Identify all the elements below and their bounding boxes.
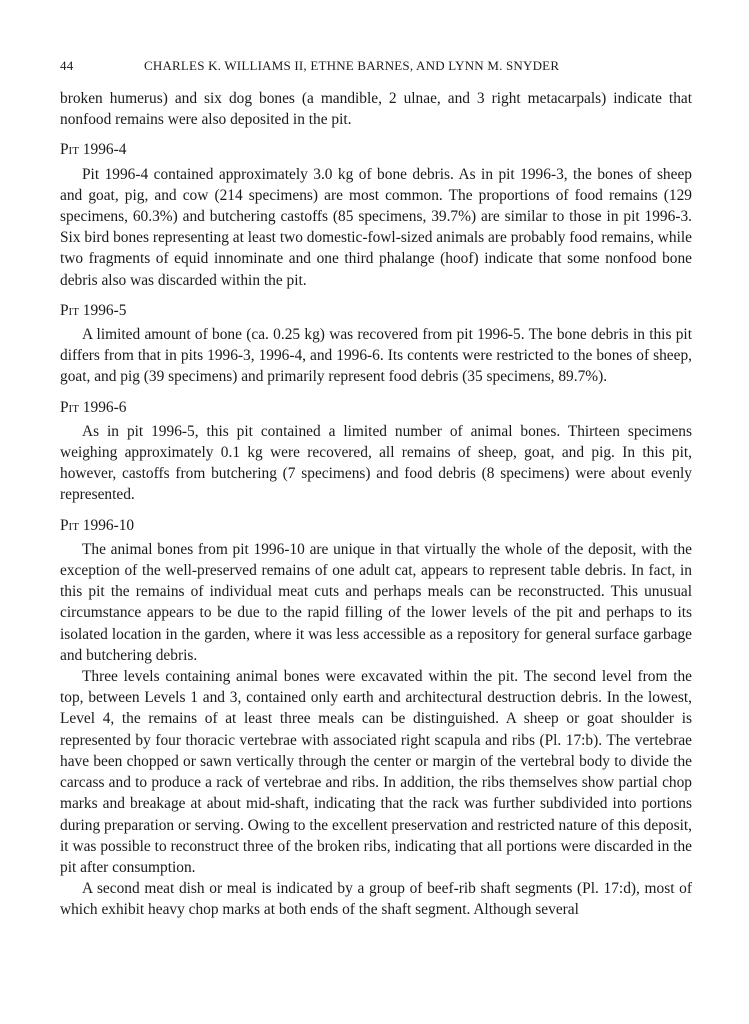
section-label: Pit <box>60 141 79 159</box>
section-number: 1996-5 <box>78 301 127 319</box>
section-heading-pit-1996-5 <box>60 300 692 321</box>
section-number: 1996-10 <box>78 516 135 534</box>
running-header <box>60 58 692 74</box>
paragraph-pit-1996-10-c: A second meat dish or meal is indicated by a group of beef-rib shaft segments (Pl. 17:d), most of which exhibit heavy chop marks at both ends of the shaft segment. Although several <box>60 880 692 919</box>
opening-paragraph: broken humerus) and six dog bones (a mandible, 2 ulnae, and 3 right metacarpals) indicate that nonfood remains were also deposited in the pit. <box>60 90 692 129</box>
paragraph-pit-1996-10-a: The animal bones from pit 1996-10 are unique in that virtually the whole of the deposit, with the exception of the well-preserved remains of one adult cat, appears to represent table debris. In fact, in this pit the remains of individual meat cuts and perhaps meals can be reconstructed. This unusual circumstance appears to be due to the rapid filling of the lower levels of the pit and perhaps to its isolated location in the garden, where it was less accessible as a repository for general surface garbage and butchering debris. <box>60 540 692 664</box>
section-label: Pit <box>60 516 79 534</box>
section-label: Pit <box>60 398 79 416</box>
page <box>60 58 692 921</box>
page-number: 44 <box>60 58 74 73</box>
section-number: 1996-4 <box>78 141 127 159</box>
section-label: Pit <box>60 301 79 319</box>
paragraph-pit-1996-10-b: Three levels containing animal bones were excavated within the pit. The second level from the top, between Levels 1 and 3, contained only earth and architectural destruction debris. In the lowest, Level 4, the remains of at least three meals can be distinguished. A sheep or goat shoulder is represented by four thoracic vertebrae with associated right scapula and ribs (Pl. 17:b). The vertebrae have been chopped or sawn vertically through the center or margin of the vertebral body to divide the carcass and to produce a rack of vertebrae and ribs. In addition, the ribs themselves show partial chop marks and breakage at about mid-shaft, indicating that the rack was further subdivided into portions during preparation or serving. Owing to the excellent preservation and restricted nature of this deposit, it was possible to reconstruct three of the broken ribs, indicating that all portions were discarded in the pit after consumption. <box>60 668 692 876</box>
section-number: 1996-6 <box>78 398 127 416</box>
section-heading-pit-1996-10 <box>60 515 692 536</box>
paragraph-pit-1996-6: As in pit 1996-5, this pit contained a limited number of animal bones. Thirteen specimens weighing approximately 0.1 kg were recovered, all remains of sheep, goat, and pig. In this pit, however, castoffs from butchering (7 specimens) and food debris (8 specimens) were about evenly represented. <box>60 422 692 504</box>
section-heading-pit-1996-6 <box>60 397 692 418</box>
running-head-authors: CHARLES K. WILLIAMS II, ETHNE BARNES, AND LYNN M. SNYDER <box>144 58 560 73</box>
section-heading-pit-1996-4 <box>60 139 692 160</box>
paragraph-pit-1996-5: A limited amount of bone (ca. 0.25 kg) was recovered from pit 1996-5. The bone debris in this pit differs from that in pits 1996-3, 1996-4, and 1996-6. Its contents were restricted to the bones of sheep, goat, and pig (39 specimens) and primarily represent food debris (35 specimens, 89.7%). <box>60 326 692 386</box>
paragraph-pit-1996-4: Pit 1996-4 contained approximately 3.0 kg of bone debris. As in pit 1996-3, the bones of sheep and goat, pig, and cow (214 specimens) are most common. The proportions of food remains (129 specimens, 60.3%) and butchering castoffs (85 specimens, 39.7%) are similar to those in pit 1996-3. Six bird bones representing at least two domestic-fowl-sized animals are probably food remains, while two fragments of equid innominate and one third phalange (hoof) indicate that some nonfood bone debris also was discarded within the pit. <box>60 165 692 289</box>
